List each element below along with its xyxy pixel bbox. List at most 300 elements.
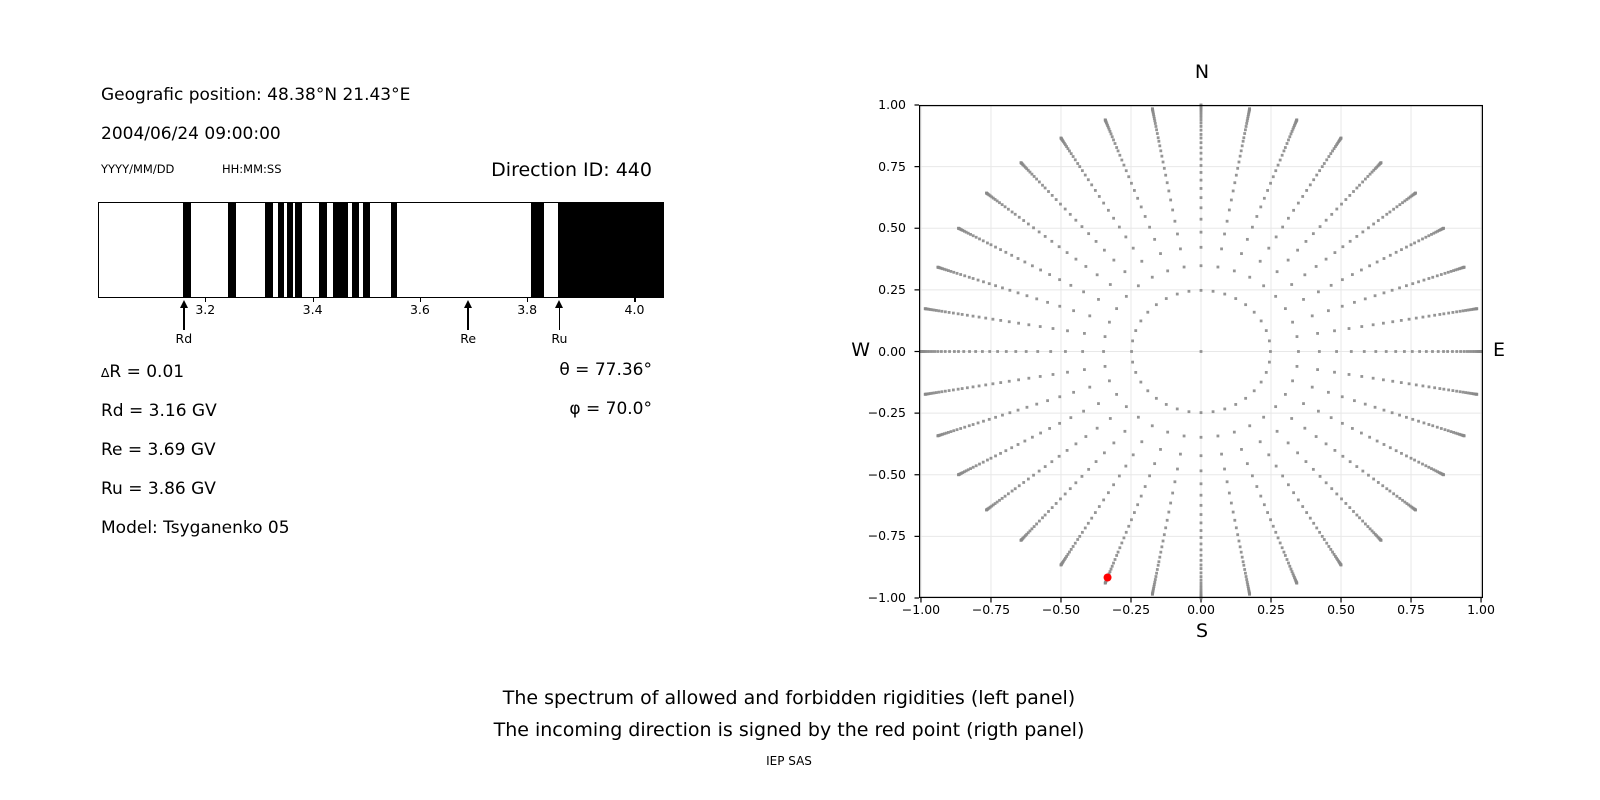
dot: [972, 234, 975, 237]
dot: [1368, 264, 1371, 267]
dot: [1165, 403, 1168, 406]
dot: [1385, 213, 1388, 216]
dot: [1112, 483, 1115, 486]
dot: [1166, 431, 1169, 434]
dot: [1413, 459, 1416, 462]
dot: [1133, 511, 1136, 514]
allowed-band: [295, 203, 302, 297]
dot: [1078, 535, 1081, 538]
dot: [1058, 245, 1061, 248]
dot: [1023, 261, 1026, 264]
dot: [1076, 538, 1079, 541]
allowed-band: [352, 203, 358, 297]
dot: [1355, 235, 1358, 238]
dot: [1200, 494, 1203, 497]
dot: [1290, 417, 1293, 420]
dot: [1266, 189, 1269, 192]
dot: [972, 423, 975, 426]
dot: [1364, 523, 1367, 526]
dot: [1305, 240, 1308, 243]
dot: [1315, 265, 1318, 268]
arrow-up-icon: [464, 300, 472, 308]
dot: [1266, 511, 1269, 514]
dot: [966, 314, 969, 317]
dot: [1014, 350, 1017, 353]
dot: [1200, 567, 1203, 570]
dot: [1405, 455, 1408, 458]
dot: [982, 461, 985, 464]
dot: [1436, 426, 1439, 429]
dot: [1112, 259, 1115, 262]
dot: [1200, 536, 1203, 539]
dot: [1400, 452, 1403, 455]
dot: [1459, 390, 1462, 393]
dot: [1200, 554, 1203, 557]
dot: [1248, 424, 1251, 427]
dot: [1166, 269, 1169, 272]
dot: [1096, 427, 1099, 430]
dot: [978, 316, 981, 319]
dot: [1217, 266, 1220, 269]
dot: [1032, 474, 1035, 477]
dot: [1001, 203, 1004, 206]
dot: [1424, 464, 1427, 467]
dot: [1281, 226, 1284, 229]
dot: [1137, 416, 1140, 419]
dot: [1272, 175, 1275, 178]
dot: [1331, 150, 1334, 153]
dot: [1066, 371, 1069, 374]
dot: [1287, 259, 1290, 262]
tick-label: 0.75: [878, 158, 906, 174]
dot: [1011, 211, 1014, 214]
dot: [1382, 378, 1385, 381]
dot: [1044, 235, 1047, 238]
dot: [1363, 350, 1366, 353]
dot: [1124, 465, 1127, 468]
dot: [1274, 531, 1277, 534]
dot: [1124, 236, 1127, 239]
dot: [1017, 322, 1020, 325]
dot: [1046, 301, 1049, 304]
dot: [1376, 261, 1379, 264]
dot: [952, 389, 955, 392]
dot: [1039, 325, 1042, 328]
dot: [1084, 527, 1087, 530]
dot: [1050, 460, 1053, 463]
compass-south-label: S: [1195, 620, 1209, 642]
dot: [1398, 414, 1401, 417]
dot: [982, 420, 985, 423]
dot: [1200, 171, 1203, 174]
dot: [986, 459, 989, 462]
dot: [1123, 164, 1126, 167]
dot: [1167, 511, 1170, 514]
dot: [1381, 216, 1384, 219]
dot: [1403, 350, 1406, 353]
dot: [1027, 323, 1030, 326]
dot: [1081, 531, 1084, 534]
dot: [1112, 562, 1115, 565]
dot: [1165, 297, 1168, 300]
dot: [1436, 274, 1439, 277]
dot: [1405, 246, 1408, 249]
dot: [1163, 167, 1166, 170]
dot: [1223, 408, 1226, 411]
dot: [940, 350, 943, 353]
dot: [1446, 350, 1449, 353]
dot: [1132, 247, 1135, 250]
dot: [1274, 405, 1277, 408]
dot: [1234, 403, 1237, 406]
dot: [1027, 223, 1030, 226]
dot: [1200, 196, 1203, 199]
dot: [1245, 578, 1248, 581]
dot: [1125, 531, 1128, 534]
dot: [1411, 418, 1414, 421]
allowed-band: [287, 203, 292, 297]
dot: [1120, 542, 1123, 545]
dot: [1001, 414, 1004, 417]
dot: [1041, 184, 1044, 187]
dot: [1072, 155, 1075, 158]
dot: [1382, 322, 1385, 325]
dot: [1281, 475, 1284, 478]
dot: [1104, 365, 1107, 368]
dot: [1255, 215, 1258, 218]
dot: [1315, 527, 1318, 530]
dot: [1459, 350, 1462, 353]
dot: [1058, 305, 1061, 308]
dot: [1228, 209, 1231, 212]
dot: [1391, 320, 1394, 323]
re-text: Re = 3.69 GV: [101, 440, 216, 460]
dot: [1242, 564, 1245, 567]
dot: [999, 319, 1002, 322]
dot: [1148, 474, 1151, 477]
dot: [1058, 395, 1061, 398]
dot: [1230, 199, 1233, 202]
dot: [1035, 523, 1038, 526]
dot: [1169, 502, 1172, 505]
dot: [1124, 430, 1127, 433]
dot: [1095, 240, 1098, 243]
dot: [1068, 551, 1071, 554]
dot: [1087, 468, 1090, 471]
dot: [1323, 538, 1326, 541]
dot: [1156, 568, 1159, 571]
dot: [1026, 406, 1029, 409]
dot: [1200, 133, 1203, 136]
dot: [1115, 554, 1118, 557]
tick-label: 4.0: [624, 302, 645, 317]
dot: [1076, 162, 1079, 165]
dot: [1200, 141, 1203, 144]
dot: [1212, 290, 1215, 293]
dot: [1440, 427, 1443, 430]
dot: [1242, 560, 1245, 563]
dot: [1303, 427, 1306, 430]
dot: [1159, 448, 1162, 451]
dot: [1284, 307, 1287, 310]
dot: [999, 452, 1002, 455]
dot: [963, 426, 966, 429]
dot: [1200, 571, 1203, 574]
dot: [1398, 286, 1401, 289]
dot: [937, 350, 940, 353]
dot: [1018, 216, 1021, 219]
dot: [948, 350, 951, 353]
dot: [984, 317, 987, 320]
dot: [1259, 440, 1262, 443]
dot: [1312, 468, 1315, 471]
dot: [1081, 350, 1084, 353]
dot: [1200, 411, 1203, 414]
dot: [999, 248, 1002, 251]
dot: [1010, 446, 1013, 449]
dot: [947, 431, 950, 434]
dot: [1265, 329, 1268, 332]
dot: [1372, 377, 1375, 380]
dot: [1411, 282, 1414, 285]
dot: [1364, 178, 1367, 181]
dot: [1292, 491, 1295, 494]
dot: [998, 499, 1001, 502]
dot: [1232, 190, 1235, 193]
dot: [1421, 463, 1424, 466]
dot: [1305, 189, 1308, 192]
dot: [1335, 350, 1338, 353]
dot: [1081, 475, 1084, 478]
dot: [1355, 465, 1358, 468]
dot: [1103, 451, 1106, 454]
dot: [1164, 174, 1167, 177]
dot: [1427, 423, 1430, 426]
dot: [1351, 273, 1354, 276]
dot: [1069, 213, 1072, 216]
dot: [1200, 548, 1203, 551]
dot: [1464, 391, 1467, 394]
dot: [1159, 252, 1162, 255]
dot: [1463, 350, 1466, 353]
dot: [1146, 389, 1149, 392]
dot: [1200, 521, 1203, 524]
allowed-band: [363, 203, 370, 297]
arrow-stem: [183, 308, 185, 330]
tick-label: 1.00: [878, 97, 906, 112]
dot: [1447, 389, 1450, 392]
dot: [1318, 169, 1321, 172]
dot: [1217, 435, 1220, 438]
dot: [959, 273, 962, 276]
dot: [1372, 323, 1375, 326]
dot: [1428, 385, 1431, 388]
dot: [1127, 525, 1130, 528]
dot: [1158, 144, 1161, 147]
dot: [961, 313, 964, 316]
dot: [934, 350, 937, 353]
allowed-bands: [99, 203, 663, 297]
dot: [1051, 194, 1054, 197]
cutoff-arrow-label: Rd: [175, 331, 193, 346]
dot: [1374, 350, 1377, 353]
dot: [1157, 564, 1160, 567]
dot: [1047, 190, 1050, 193]
dot: [1039, 269, 1042, 272]
dot: [938, 309, 941, 312]
dot: [1302, 402, 1305, 405]
dot: [1200, 129, 1203, 132]
dot: [1044, 514, 1047, 517]
dot: [1245, 125, 1248, 128]
dot: [1253, 389, 1256, 392]
dot: [1038, 520, 1041, 523]
dot: [1284, 393, 1287, 396]
dot: [935, 309, 938, 312]
dot: [1240, 252, 1243, 255]
dot: [1275, 465, 1278, 468]
dot: [1348, 194, 1351, 197]
dot: [1007, 208, 1010, 211]
dot: [1200, 146, 1203, 149]
dot: [1291, 130, 1294, 133]
dot: [1014, 487, 1017, 490]
dot: [1452, 431, 1455, 434]
dot: [1352, 190, 1355, 193]
dot: [1027, 377, 1030, 380]
dot: [1044, 465, 1047, 468]
tick-label: −0.75: [867, 528, 906, 544]
dot: [1075, 258, 1078, 261]
dot: [1048, 273, 1051, 276]
dot: [1017, 257, 1020, 260]
dot: [1064, 208, 1067, 211]
dot: [1372, 478, 1375, 481]
dot: [1200, 218, 1203, 221]
dot: [1171, 209, 1174, 212]
dot: [1200, 119, 1203, 122]
dot: [1330, 416, 1333, 419]
dot: [990, 243, 993, 246]
dot: [1296, 451, 1299, 454]
dot: [1455, 310, 1458, 313]
dot: [1287, 483, 1290, 486]
dot: [1158, 556, 1161, 559]
dot: [972, 466, 975, 469]
dot: [1066, 449, 1069, 452]
dot: [1344, 198, 1347, 201]
dot: [1291, 570, 1294, 573]
dot: [1284, 554, 1287, 557]
dot: [1038, 470, 1041, 473]
dot: [1360, 325, 1363, 328]
dot: [944, 310, 947, 313]
dot: [1084, 435, 1087, 438]
dot: [1131, 339, 1134, 342]
allowed-band: [183, 203, 190, 297]
caption-line-1: The spectrum of allowed and forbidden rigidities (left panel): [502, 687, 1076, 709]
dot: [1246, 238, 1249, 241]
dot: [1398, 203, 1401, 206]
arrow-stem: [559, 308, 561, 330]
dot: [1309, 517, 1312, 520]
dot: [1442, 312, 1445, 315]
dot: [1444, 272, 1447, 275]
dot: [1200, 559, 1203, 562]
dot: [1240, 551, 1243, 554]
dot: [1291, 321, 1294, 324]
dot: [1430, 467, 1433, 470]
dot: [1464, 309, 1467, 312]
dot: [990, 457, 993, 460]
dot: [1004, 449, 1007, 452]
tick-label: 0.25: [878, 281, 906, 297]
dot: [1179, 247, 1182, 250]
dot: [994, 455, 997, 458]
dot: [1083, 368, 1086, 371]
dot: [1341, 455, 1344, 458]
dot: [1233, 519, 1236, 522]
compass-east-label: E: [1493, 339, 1506, 361]
dot: [1401, 201, 1404, 204]
dot: [1352, 510, 1355, 513]
dot: [1008, 380, 1011, 383]
dot: [1301, 505, 1304, 508]
dot: [1455, 350, 1458, 353]
dot: [1001, 497, 1004, 500]
dot: [1200, 231, 1203, 234]
dot: [1240, 448, 1243, 451]
dot: [1097, 298, 1100, 301]
dot: [1317, 290, 1320, 293]
dot: [1287, 217, 1290, 220]
dot: [1200, 246, 1203, 249]
allowed-band: [333, 203, 348, 297]
dot: [1134, 371, 1137, 374]
dot: [1269, 350, 1272, 353]
dot: [1164, 526, 1167, 529]
dot: [1341, 305, 1344, 308]
dot: [1329, 152, 1332, 155]
dot: [1220, 247, 1223, 250]
dot: [1153, 238, 1156, 241]
dot: [1136, 503, 1139, 506]
dot: [1072, 391, 1075, 394]
dot: [948, 389, 951, 392]
dot: [1075, 442, 1078, 445]
dot: [999, 381, 1002, 384]
dot: [1118, 154, 1121, 157]
dot: [1114, 142, 1117, 145]
dot: [1032, 226, 1035, 229]
dot: [1263, 197, 1266, 200]
dot: [1431, 424, 1434, 427]
dot: [1251, 474, 1254, 477]
dot: [1048, 427, 1051, 430]
dot: [952, 312, 955, 315]
dot: [1035, 297, 1038, 300]
dot: [1344, 502, 1347, 505]
tick-label: −0.50: [867, 466, 906, 482]
dot: [1462, 391, 1465, 394]
dot: [1183, 266, 1186, 269]
dot: [1183, 435, 1186, 438]
dot: [984, 384, 987, 387]
dot: [1246, 119, 1249, 122]
dot: [1398, 497, 1401, 500]
dot: [1351, 427, 1354, 430]
dot: [931, 350, 934, 353]
